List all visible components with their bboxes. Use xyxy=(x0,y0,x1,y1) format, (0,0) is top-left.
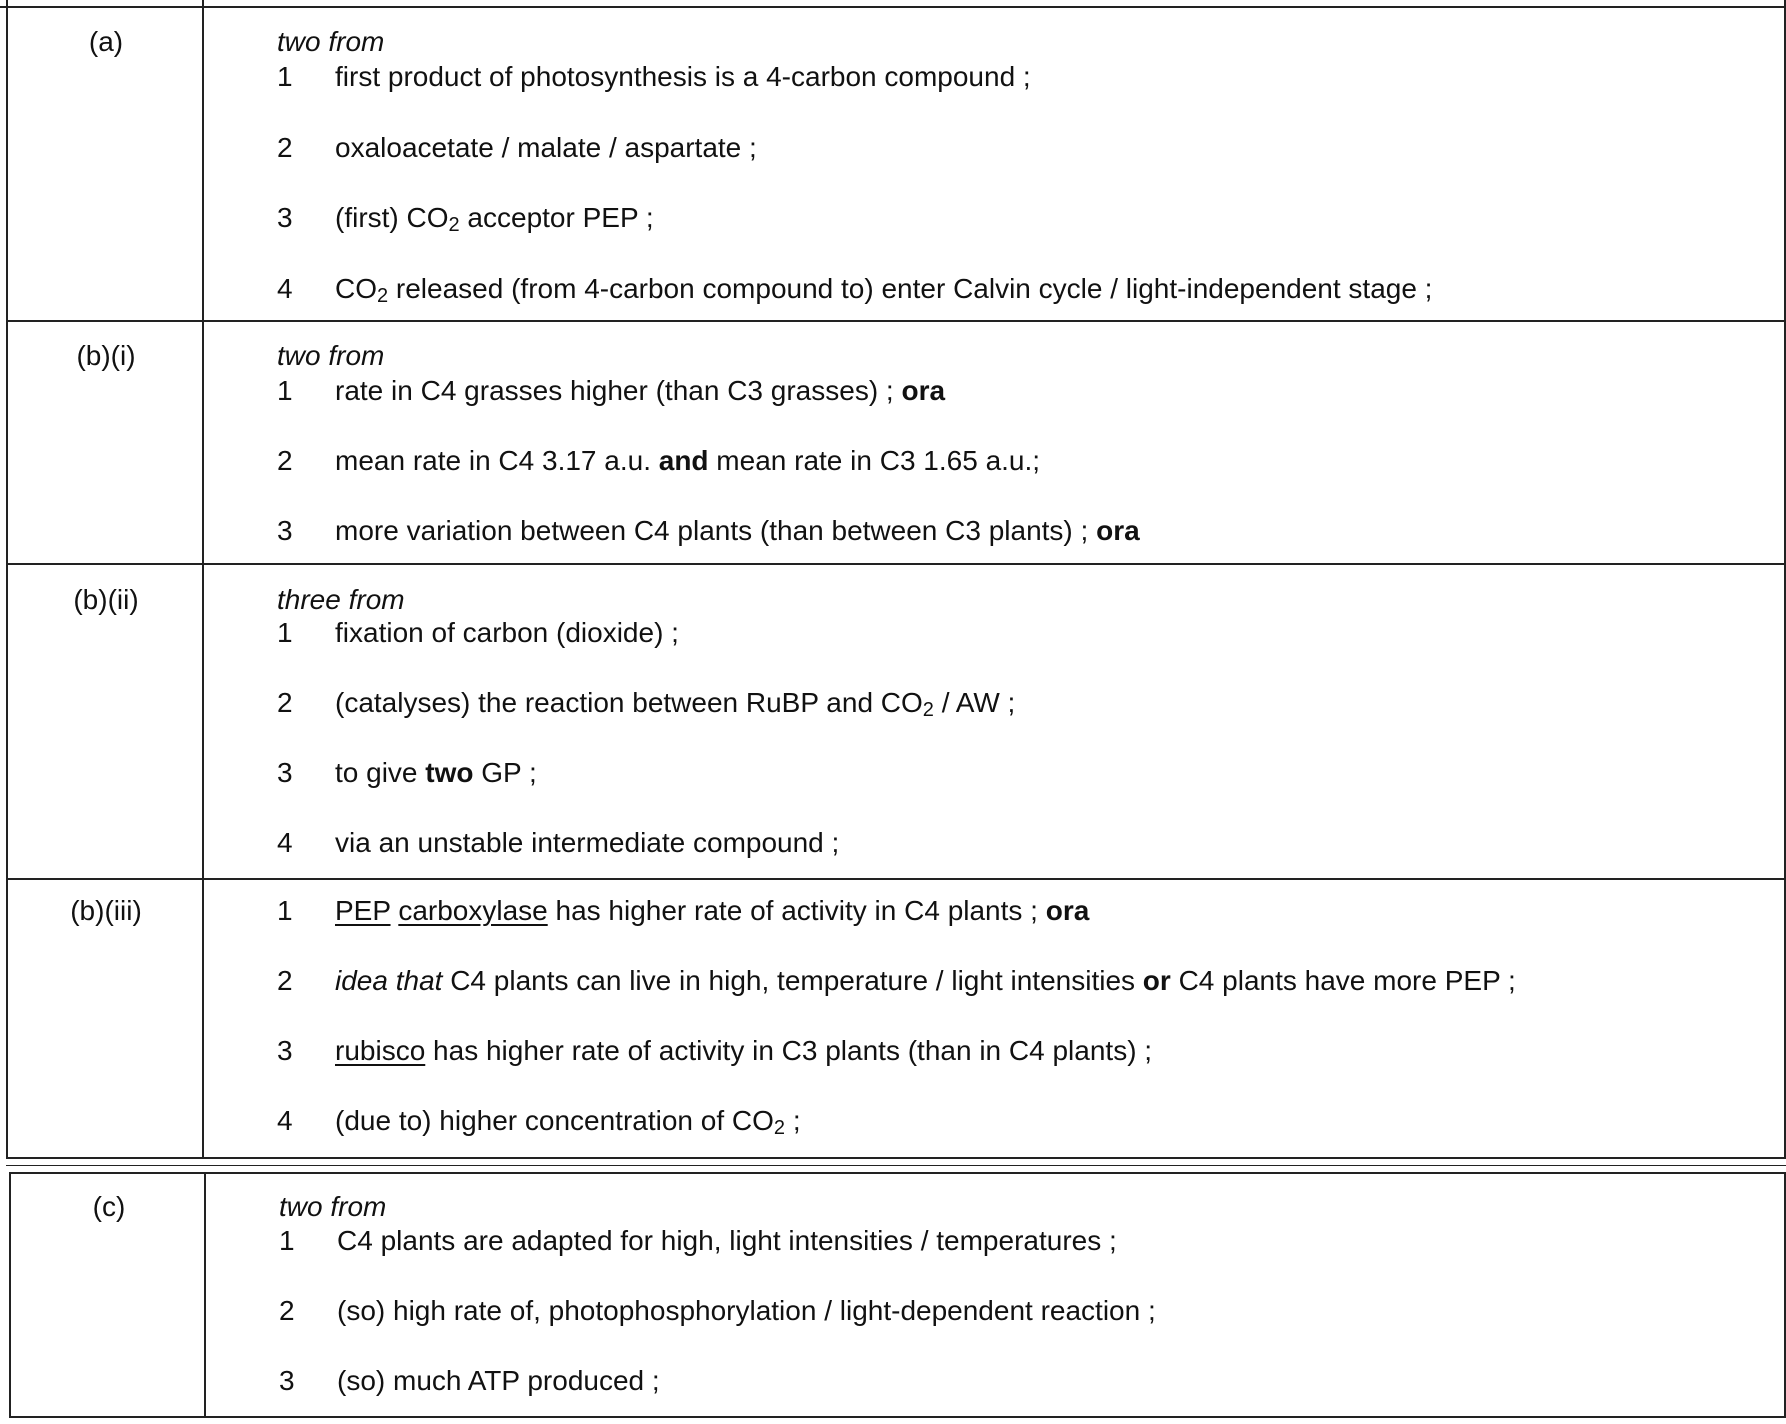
subscript-text: 2 xyxy=(377,284,389,307)
text-segment: (due to) higher concentration of CO xyxy=(335,1105,774,1136)
text-segment: C4 plants can live in high, temperature / light intensities xyxy=(442,965,1143,996)
answer-point xyxy=(279,1365,660,1397)
point-text xyxy=(335,827,839,858)
text-segment: ora xyxy=(1096,515,1140,546)
answer-point xyxy=(277,202,654,234)
section-gap-line xyxy=(6,1165,1786,1166)
text-segment: ora xyxy=(1045,895,1090,926)
answer-point xyxy=(277,827,839,859)
answer-point xyxy=(277,895,1089,927)
question-label: (b)(i) xyxy=(76,340,136,371)
text-segment: C4 plants are adapted for high, light intensities / temperatures ; xyxy=(337,1225,1117,1256)
question-label: (c) xyxy=(92,1191,126,1222)
table-border-top xyxy=(0,6,1786,8)
answer-point xyxy=(277,132,757,164)
text-segment: CO xyxy=(335,272,377,304)
subscript-text: 2 xyxy=(773,1117,786,1139)
point-number: 3 xyxy=(277,757,293,788)
text-segment: (so) high rate of, photophosphorylation / light-dependent reaction ; xyxy=(337,1295,1156,1326)
section-bottom-border xyxy=(6,563,1786,565)
answer-point xyxy=(277,757,537,789)
section-bottom-border xyxy=(9,1416,1786,1418)
answer-intro: two from xyxy=(277,26,385,57)
point-number: 2 xyxy=(277,687,293,718)
point-text xyxy=(335,1035,1152,1066)
point-text xyxy=(337,1295,1156,1326)
section-bottom-border xyxy=(6,320,1786,322)
answer-point xyxy=(277,273,1432,305)
answer-point xyxy=(277,965,1516,997)
text-segment: has higher rate of activity in C4 plants ; xyxy=(547,895,1046,926)
point-number: 2 xyxy=(277,131,293,163)
point-text xyxy=(335,375,945,406)
point-text xyxy=(335,757,537,788)
text-segment: fixation of carbon (dioxide) ; xyxy=(335,617,679,648)
point-text xyxy=(335,687,1016,721)
point-text xyxy=(335,445,1040,476)
text-segment: / AW ; xyxy=(933,687,1016,718)
point-number: 1 xyxy=(279,1225,295,1256)
point-text xyxy=(335,61,1031,92)
answer-point xyxy=(279,1295,1156,1327)
text-segment: released (from 4-carbon compound to) enter Calvin cycle / light-independent stage ; xyxy=(388,272,1433,304)
section-top-border xyxy=(9,1172,1786,1174)
point-number: 3 xyxy=(277,202,293,233)
text-segment: C4 plants have more PEP ; xyxy=(1170,965,1516,996)
text-segment: mean rate in C3 1.65 a.u.; xyxy=(708,445,1041,476)
point-text xyxy=(335,895,1089,926)
question-label: (b)(ii) xyxy=(73,584,139,615)
subscript-text: 2 xyxy=(448,214,460,236)
answer-point xyxy=(277,445,1040,477)
answer-point xyxy=(277,515,1140,547)
point-number: 4 xyxy=(277,827,293,858)
point-number: 4 xyxy=(277,272,293,304)
text-segment: to give xyxy=(335,757,426,788)
point-number: 2 xyxy=(277,445,293,476)
text-segment: rate in C4 grasses higher (than C3 grasses) ; xyxy=(335,375,902,406)
point-text xyxy=(335,1105,801,1139)
point-number: 3 xyxy=(279,1365,295,1396)
answer-point xyxy=(277,1035,1152,1067)
point-text xyxy=(335,132,757,163)
text-segment: PEP xyxy=(335,895,391,926)
answer-point xyxy=(279,1225,1117,1257)
point-number: 2 xyxy=(279,1295,295,1326)
answer-point xyxy=(277,61,1031,93)
text-segment: rubisco xyxy=(335,1035,426,1066)
point-text xyxy=(335,617,679,648)
point-number: 1 xyxy=(277,617,293,648)
answer-point xyxy=(277,1105,801,1137)
text-segment: mean rate in C4 3.17 a.u. xyxy=(335,445,659,476)
text-segment: (so) much ATP produced ; xyxy=(337,1365,660,1396)
point-text xyxy=(337,1365,660,1396)
text-segment: oxaloacetate / malate / aspartate ; xyxy=(335,131,757,163)
answer-intro: three from xyxy=(277,584,405,615)
point-number: 4 xyxy=(277,1105,293,1136)
question-label: (b)(iii) xyxy=(70,895,142,926)
point-number: 1 xyxy=(277,375,293,406)
point-text xyxy=(337,1225,1117,1256)
point-number: 3 xyxy=(277,1035,293,1066)
text-segment: carboxylase xyxy=(398,895,548,926)
text-segment: acceptor PEP ; xyxy=(459,202,654,233)
point-number: 1 xyxy=(277,895,293,926)
text-segment: ora xyxy=(901,375,946,406)
point-text xyxy=(335,965,1516,996)
text-segment: or xyxy=(1142,965,1171,996)
text-segment: ; xyxy=(785,1105,801,1136)
text-segment: two xyxy=(425,757,474,788)
point-number: 2 xyxy=(277,965,293,996)
answer-point xyxy=(277,617,679,649)
text-segment: via an unstable intermediate compound ; xyxy=(335,827,840,858)
answer-intro: two from xyxy=(277,340,385,371)
text-segment: (first) CO xyxy=(335,202,449,233)
question-label: (a) xyxy=(88,26,124,57)
point-text xyxy=(335,272,1433,307)
answer-point xyxy=(277,687,1015,719)
section-bottom-border xyxy=(6,878,1786,880)
text-segment: idea that xyxy=(335,965,443,996)
section-bottom-border xyxy=(6,1157,1786,1159)
answer-point xyxy=(277,375,945,407)
text-segment: more variation between C4 plants (than between C3 plants) ; xyxy=(335,515,1097,546)
point-number: 3 xyxy=(277,515,293,546)
answer-intro: two from xyxy=(279,1191,387,1222)
point-text xyxy=(335,202,654,236)
text-segment: first product of photosynthesis is a 4-carbon compound ; xyxy=(335,61,1031,92)
subscript-text: 2 xyxy=(922,699,934,721)
text-segment: GP ; xyxy=(473,757,537,788)
text-segment: and xyxy=(658,445,709,476)
point-number: 1 xyxy=(277,61,293,92)
text-segment: (catalyses) the reaction between RuBP and CO xyxy=(335,687,923,718)
text-segment: has higher rate of activity in C3 plants (than in C4 plants) ; xyxy=(425,1035,1153,1066)
point-text xyxy=(335,515,1140,546)
